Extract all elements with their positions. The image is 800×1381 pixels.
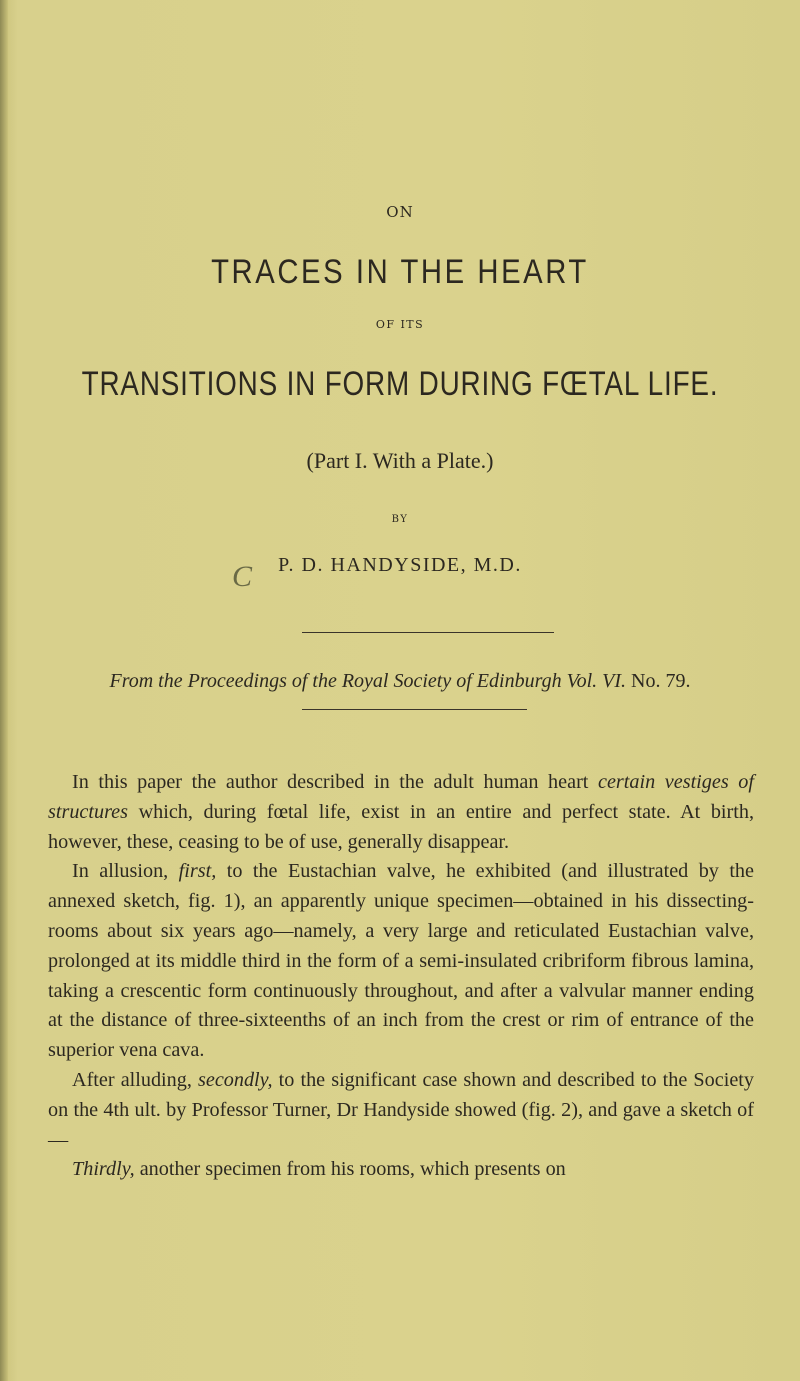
p2-text-a: In allusion, (72, 860, 179, 883)
rule-top (302, 632, 554, 633)
title-of-its: OF ITS (375, 318, 425, 331)
source-prefix: From the Proceedings of the Royal Society of Edinburgh Vol. VI. (109, 670, 627, 692)
source-line (0, 670, 800, 693)
paragraph-1 (48, 768, 754, 857)
p1-emphasis: certain vestiges of structures (48, 771, 755, 823)
title-on: ON (386, 203, 414, 221)
p4-emphasis: Thirdly, (72, 1158, 135, 1181)
p3-text-a: After alluding, (72, 1068, 198, 1091)
p2-emphasis: first, (178, 860, 217, 883)
p3-text-b: to the significant case shown and described to the Society on the 4th ult. by Professor Turner, Dr Handyside showed (fig. 2), and gave a sketch of— (48, 1068, 754, 1151)
paragraph-2 (48, 857, 754, 1066)
author: P. D. HANDYSIDE, M.D. (278, 554, 522, 576)
handwritten-mark: C (232, 560, 253, 593)
paragraph-3 (48, 1066, 754, 1155)
title-line-2: TRANSITIONS IN FORM DURING FŒTAL LIFE. (81, 365, 719, 403)
body-text (48, 768, 754, 1185)
source-number: No. 79. (631, 670, 691, 692)
p1-text-b: which, during fœtal life, exist in an entire and perfect state. At birth, however, these, ceasing to be of use, generally disappear. (48, 800, 754, 853)
part-note: (Part I. With a Plate.) (306, 448, 494, 473)
by-label: BY (391, 514, 409, 525)
p4-text-b: another specimen from his rooms, which presents on (134, 1158, 566, 1181)
title-line-1: TRACES IN THE HEART (211, 253, 589, 291)
p3-emphasis: secondly, (198, 1068, 273, 1091)
p1-text-a: In this paper the author described in the adult human heart (72, 771, 599, 793)
paragraph-4 (48, 1155, 754, 1185)
p2-text-b: to the Eustachian valve, he exhibited (and illustrated by the annexed sketch, fig. 1), an apparently unique specimen—obtained in his dissecting-rooms about six years ago—namely, a very large and reticulated Eustachian valve, prolonged at its middle third in the form of a semi-insulated cribriform fibrous lamina, taking a crescentic form continuously throughout, and after a valvular manner ending at the distance of three-sixteenths of an inch from the crest or rim of entrance of the superior vena cava. (48, 860, 754, 1062)
rule-bottom (302, 709, 527, 710)
